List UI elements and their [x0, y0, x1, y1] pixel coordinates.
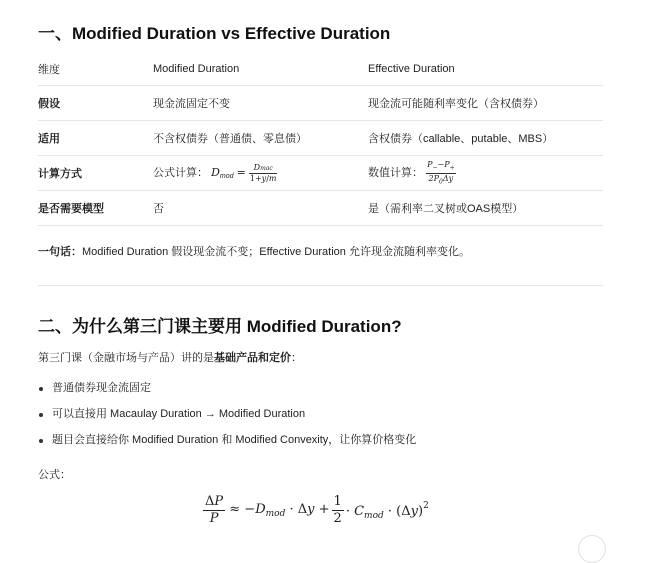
modified-calc-prefix: 公式计算：	[153, 166, 208, 179]
row-modified-cell: 现金流固定不变	[153, 86, 368, 121]
table-row	[38, 86, 603, 121]
row-modified-cell: 否	[153, 191, 368, 226]
section-2-title: 二、为什么第三门课主要用 Modified Duration?	[38, 317, 402, 336]
intro-prefix: 第三门课（金融市场与产品）讲的是	[38, 352, 214, 364]
section-divider	[38, 285, 603, 286]
row-dimension: 是否需要模型	[38, 191, 153, 226]
header-modified-duration: Modified Duration	[153, 53, 368, 86]
header-dimension: 维度	[38, 53, 153, 86]
row-modified-cell: 不含权债券（普通债、零息债）	[153, 121, 368, 156]
modified-duration-formula: $D_{mod}$ = $\frac{\text{Dmac}}{1+y/m}$	[211, 163, 277, 183]
list-item: 题目会直接给你 Modified Duration 和 Modified Convexity，让你算价格变化	[38, 427, 416, 453]
table-header-row	[38, 53, 603, 86]
header-effective-duration: Effective Duration	[368, 53, 603, 86]
formula-label: 公式：	[38, 469, 71, 481]
effective-duration-formula: $\frac{P_--P_+}{2P_0\Delta y}$	[427, 159, 455, 186]
bullet-list	[38, 375, 416, 453]
scroll-down-button[interactable]	[578, 535, 606, 563]
summary-text: Modified Duration 假设现金流不变；Effective Duration 允许现金流随利率变化。	[82, 246, 470, 258]
list-item: 可以直接用 Macaulay Duration → Modified Duration	[38, 401, 416, 427]
row-dimension: 适用	[38, 121, 153, 156]
row-effective-cell: 是（需利率二叉树或OAS模型）	[368, 191, 603, 226]
summary-label: 一句话：	[38, 246, 82, 258]
row-effective-cell: 现金流可能随利率变化（含权债券）	[368, 86, 603, 121]
list-item: 普通债券现金流固定	[38, 375, 416, 401]
section-2-intro	[38, 349, 302, 365]
price-change-formula: $\frac{\Delta P}{P}$ ≈ $-D_{mod} \cdot \Delta y$ + $\frac{1}{2}$ · $C_{mod} \cdot (\Delta y)^2$	[205, 494, 429, 526]
row-dimension: 计算方式	[38, 156, 153, 191]
comparison-table	[38, 53, 603, 226]
row-modified-cell	[153, 156, 368, 191]
effective-calc-prefix: 数值计算：	[368, 166, 423, 179]
row-effective-cell	[368, 156, 603, 191]
table-row	[38, 156, 603, 191]
summary-line	[38, 243, 470, 259]
intro-bold: 基础产品和定价	[214, 352, 291, 364]
table-row	[38, 191, 603, 226]
row-dimension: 假设	[38, 86, 153, 121]
row-effective-cell: 含权债券（callable、putable、MBS）	[368, 121, 603, 156]
table-row	[38, 121, 603, 156]
intro-suffix: ：	[291, 352, 302, 364]
section-1-title: 一、Modified Duration vs Effective Duration	[38, 24, 391, 43]
